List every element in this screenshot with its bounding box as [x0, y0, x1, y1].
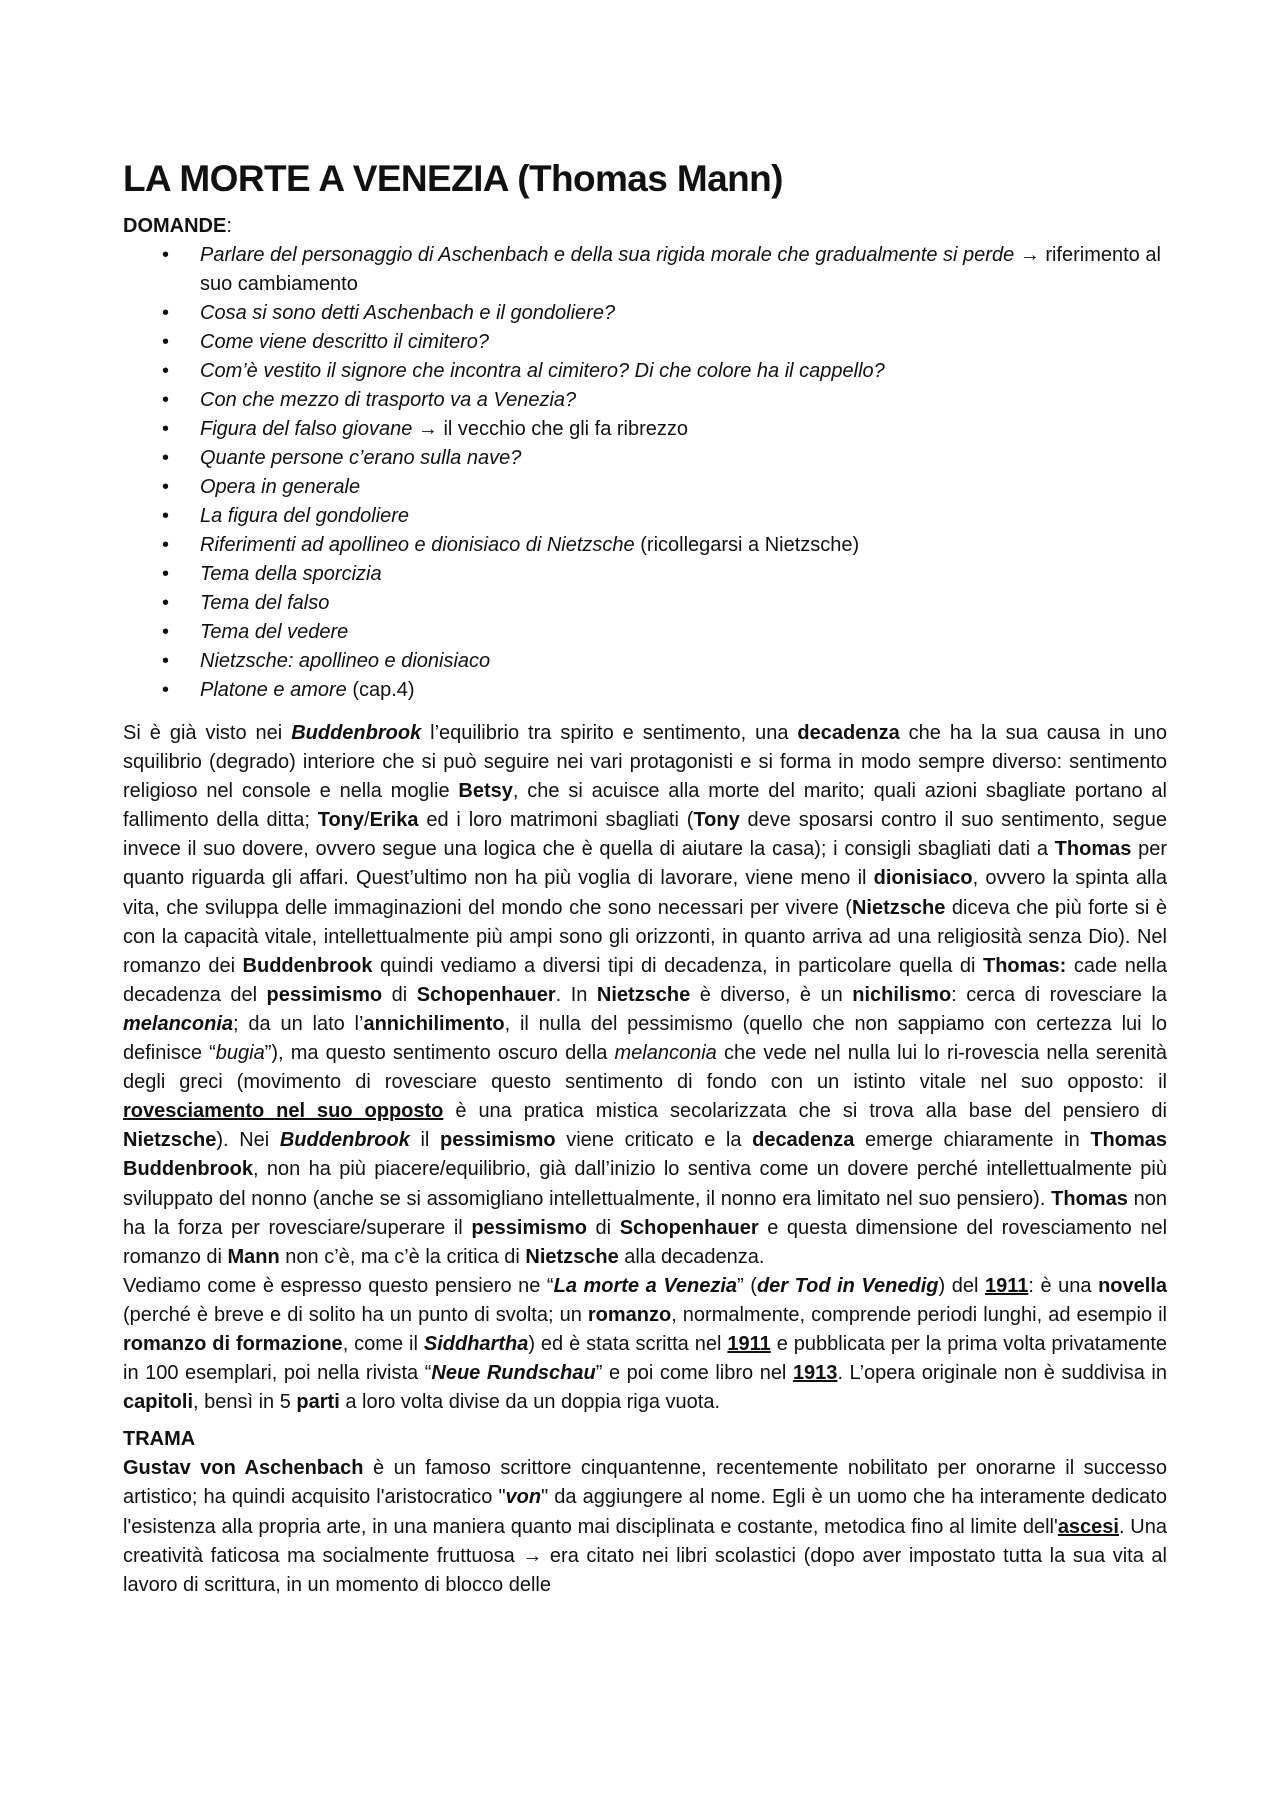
text-run: . L’opera originale non è suddivisa in [837, 1362, 1167, 1385]
paragraph-trama [123, 1454, 1167, 1599]
bullet-icon: • [162, 476, 170, 498]
bullet-icon: • [162, 621, 170, 643]
text-run: Schopenhauer [619, 1216, 759, 1239]
text-run: decadenza [797, 722, 900, 744]
text-run: Tony [693, 809, 740, 832]
question-text: Platone e amore [200, 679, 347, 701]
text-run: melanconia [123, 1012, 234, 1035]
text-run: decadenza [752, 1129, 855, 1152]
bullet-icon: • [162, 534, 170, 556]
text-run: Gustav von Aschenbach [123, 1457, 364, 1480]
text-run: La morte a Venezia [553, 1274, 738, 1297]
text-run: : cerca di rovesciare la [951, 983, 1167, 1006]
text-run: viene criticato e la [555, 1129, 753, 1152]
text-run: 1913 [792, 1362, 838, 1385]
bullet-icon: • [162, 331, 170, 353]
text-run: è una pratica mistica secolarizzata che si trova alla base del pensiero di [443, 1100, 1167, 1123]
text-run: Nietzsche [851, 896, 946, 919]
text-run: annichilimento [363, 1012, 505, 1035]
bullet-icon: • [162, 650, 170, 672]
text-run: era citato nei libri scolastici (dopo aver impostato tutta la sua vita al lavoro di scrittura, in un momento di blocco delle [123, 1544, 1167, 1596]
question-text: Tema della sporcizia [200, 563, 382, 585]
text-run: è un famoso scrittore cinquantenne, recentemente nobilitato per onorarne il successo artistico; ha quindi acquisito l'aristocratico " [123, 1457, 1168, 1509]
text-run: melanconia [614, 1042, 717, 1065]
text-run: ; da un lato l’ [233, 1012, 364, 1035]
question-note: riferimento al suo cambiamento [200, 244, 1161, 295]
question-text: Cosa si sono detti Aschenbach e il gondoliere? [200, 302, 616, 324]
text-run: novella [1098, 1274, 1167, 1297]
text-run: Tony [317, 809, 365, 832]
bullet-icon: • [162, 360, 170, 382]
question-item [123, 357, 1167, 386]
question-item [123, 676, 1167, 705]
text-run: per quanto riguarda gli affari. Quest’ultimo non ha più voglia di lavorare, viene meno il [123, 838, 1167, 890]
text-run: ” ( [737, 1274, 757, 1297]
text-run: , bensì in 5 [193, 1391, 297, 1414]
text-run: . In [555, 983, 597, 1006]
text-run: Buddenbrook [242, 954, 373, 977]
text-run: Thomas Buddenbrook [123, 1129, 1168, 1181]
bullet-icon: • [162, 592, 170, 614]
text-run: ). Nei [216, 1129, 280, 1152]
question-item [123, 531, 1167, 560]
bullet-icon: • [162, 302, 170, 324]
text-run: , il nulla del pessimismo (quello che non sappiamo con certezza lui lo definisce “ [123, 1012, 1167, 1065]
paragraph-buddenbrook [123, 719, 1167, 1272]
text-run: 1911 [727, 1332, 771, 1355]
question-item [123, 589, 1167, 618]
question-text: Tema del vedere [200, 621, 349, 643]
text-run: che ha la sua causa in uno squilibrio (degrado) interiore che si può seguire nei vari protagonisti e si forma in modo sempre diverso: sentimento religioso nel console e nella moglie [123, 722, 1167, 803]
text-run: Mann [227, 1245, 280, 1268]
text-run: Nietzsche [596, 983, 691, 1006]
text-run: parti [296, 1391, 340, 1414]
text-run: pessimismo [471, 1216, 587, 1239]
bullet-icon: • [162, 389, 170, 411]
question-text: Parlare del personaggio di Aschenbach e della sua rigida morale che gradualmente si perde → [200, 244, 1040, 266]
text-run: / [364, 809, 370, 832]
text-run: capitoli [123, 1391, 194, 1414]
text-run: " da aggiungere al nome. Egli è un uomo che ha interamente dedicato l'esistenza alla propria arte, in una maniera quanto mai disciplinata e costante, metodica fino al limite dell' [123, 1486, 1167, 1538]
text-run: deve sposarsi contro il suo sentimento, segue invece il suo dovere, ovvero segue una logica che è quella di aiutare la casa); i consigli sbagliati dati a [123, 809, 1167, 861]
text-run: Thomas [1051, 1187, 1128, 1210]
question-item [123, 241, 1167, 299]
text-run: di [382, 983, 417, 1006]
text-run: Neue Rundschau [431, 1362, 596, 1385]
question-text: Come viene descritto il cimitero? [200, 331, 489, 353]
text-run: quindi vediamo a diversi tipi di decadenza, in particolare quella di [372, 954, 983, 977]
text-run: Erika [369, 809, 419, 832]
text-run: non c’è, ma c’è la critica di [279, 1245, 526, 1268]
text-run: Si è già visto nei [123, 722, 292, 744]
paragraph-morte-a-venezia [123, 1272, 1167, 1417]
question-item [123, 415, 1167, 444]
text-run: Vediamo come è espresso questo pensiero ne “ [123, 1274, 554, 1297]
text-run: rovesciamento nel suo opposto [123, 1100, 444, 1123]
question-item [123, 560, 1167, 589]
question-item [123, 502, 1167, 531]
text-run: (perché è breve e di solito ha un punto di svolta; un [123, 1303, 588, 1326]
bullet-icon: • [162, 447, 170, 469]
text-run: , come il [342, 1332, 424, 1355]
text-run: che vede nel nulla lui lo ri-rovescia nella serenità degli greci (movimento di rovesciare questo sentimento di fondo con un istinto vitale nel suo opposto: il [123, 1042, 1167, 1094]
text-run: → [522, 1544, 543, 1567]
text-run: ) del [938, 1274, 985, 1297]
question-text: Com’è vestito il signore che incontra al cimitero? Di che colore ha il cappello? [200, 360, 885, 382]
question-note: il vecchio che gli fa ribrezzo [437, 418, 689, 440]
question-note: (cap.4) [346, 679, 415, 701]
question-text: La figura del gondoliere [200, 505, 410, 527]
question-list [123, 241, 1167, 705]
question-text: Nietzsche: apollineo e dionisiaco [200, 650, 491, 672]
text-run: Buddenbrook [291, 722, 422, 744]
text-run: pessimismo [440, 1129, 556, 1152]
text-run: Nietzsche [525, 1245, 619, 1268]
text-run: non ha la forza per rovesciare/superare il [123, 1187, 1167, 1239]
text-run: Buddenbrook [279, 1129, 410, 1152]
bullet-icon: • [162, 679, 170, 701]
text-run: ” e poi come libro nel [595, 1362, 793, 1385]
question-item [123, 386, 1167, 415]
text-run: dionisiaco [873, 867, 973, 890]
bullet-icon: • [162, 418, 170, 440]
text-run: , che si acuisce alla morte del marito; quali azioni sbagliate portano al fallimento della ditta; [123, 780, 1167, 832]
text-run: è diverso, è un [690, 983, 853, 1006]
text-run: Thomas [1054, 838, 1132, 861]
text-run: nichilismo [852, 983, 952, 1006]
question-item [123, 328, 1167, 357]
question-item [123, 618, 1167, 647]
text-run: , ovvero la spinta alla vita, che sviluppa delle immaginazioni del mondo che sono necessari per vivere ( [123, 867, 1167, 919]
text-run: alla decadenza. [618, 1245, 765, 1268]
question-note: (ricollegarsi a Nietzsche) [634, 534, 860, 556]
question-item [123, 299, 1167, 328]
text-run: ascesi [1057, 1515, 1119, 1538]
text-run: ”), ma questo sentimento oscuro della [264, 1042, 615, 1065]
text-run: Betsy [458, 780, 513, 803]
question-item [123, 473, 1167, 502]
question-text: Opera in generale [200, 476, 361, 498]
question-text: Riferimenti ad apollineo e dionisiaco di Nietzsche [200, 534, 635, 556]
text-run: e questa dimensione del rovesciamento nel romanzo di [123, 1216, 1168, 1268]
question-item [123, 647, 1167, 676]
text-run: diceva che più forte si è con la capacità vitale, intellettualmente più ampi sono gli orizzonti, in quanto arriva ad una religiosità senza Dio). Nel romanzo dei [123, 896, 1167, 977]
text-run: Thomas: [983, 954, 1067, 977]
text-run: romanzo [587, 1303, 672, 1326]
bullet-icon: • [162, 244, 170, 266]
domande-colon: : [226, 215, 232, 237]
text-run: cade nella decadenza del [123, 954, 1167, 1006]
domande-heading [123, 215, 232, 238]
domande-label: DOMANDE [123, 215, 227, 237]
text-run: a loro volta divise da un doppia riga vuota. [339, 1391, 721, 1414]
page-title: LA MORTE A VENEZIA (Thomas Mann) [123, 158, 783, 199]
text-run: Siddhartha [423, 1332, 529, 1355]
question-text: Tema del falso [200, 592, 330, 614]
bullet-icon: • [162, 563, 170, 585]
document-body [123, 719, 1167, 1600]
text-run: ed i loro matrimoni sbagliati ( [418, 809, 694, 832]
question-text: Con che mezzo di trasporto va a Venezia? [200, 389, 577, 411]
text-run: di [586, 1216, 620, 1239]
text-run: bugia [215, 1042, 265, 1065]
text-run: , non ha più piacere/equilibrio, già dall’inizio lo sentiva come un dovere perché intellettualmente più sviluppato del nonno (anche se si assomigliano intellettualmente, il nonno era limitato nel suo pensiero). [123, 1158, 1167, 1210]
text-run: l’equilibrio tra spirito e sentimento, una [421, 722, 798, 744]
text-run: ) ed è stata scritta nel [528, 1332, 728, 1355]
text-run: 1911 [984, 1274, 1029, 1297]
text-run: e pubblicata per la prima volta privatamente in 100 esemplari, poi nella rivista “ [123, 1332, 1167, 1385]
text-run: Schopenhauer [416, 983, 556, 1006]
text-run: Nietzsche [123, 1129, 217, 1152]
bullet-icon: • [162, 505, 170, 527]
text-run: , normalmente, comprende periodi lunghi, ad esempio il [671, 1303, 1167, 1326]
text-run: pessimismo [266, 983, 383, 1006]
text-run: romanzo di formazione [123, 1332, 343, 1355]
text-run: il [409, 1129, 440, 1152]
question-item [123, 444, 1167, 473]
text-run: : è una [1028, 1274, 1099, 1297]
text-run: emerge chiaramente in [854, 1129, 1091, 1152]
text-run: von [505, 1486, 542, 1509]
text-run: . Una creatività faticosa ma socialmente fruttuosa [123, 1515, 1167, 1567]
question-text: Figura del falso giovane → [200, 418, 438, 440]
trama-heading: TRAMA [123, 1428, 196, 1451]
text-run: der Tod in Venedig [756, 1274, 939, 1297]
question-text: Quante persone c’erano sulla nave? [200, 447, 522, 469]
